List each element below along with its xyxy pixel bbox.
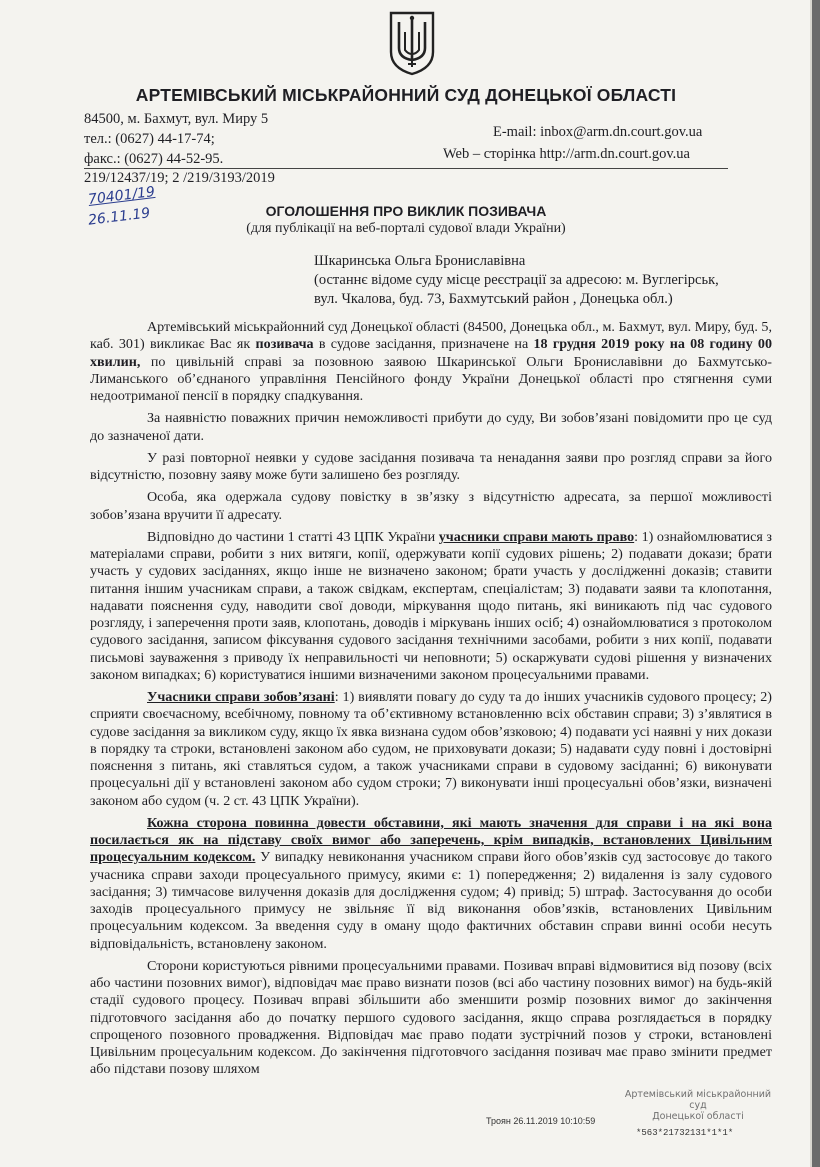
case-numbers: 219/12437/19; 2 /219/3193/2019 <box>84 170 275 186</box>
recipient-address-line1: (останнє відоме суду місце реєстрації за адресою: м. Вуглегірськ, <box>314 272 719 288</box>
paragraph-summons-delivery: Особа, яка одержала судову повістку в зв’язку з відсутністю адресата, за першої можливості зобов’язана вручити її адресату. <box>90 489 772 523</box>
court-email: E-mail: inbox@arm.dn.court.gov.ua <box>493 124 703 140</box>
court-fax: факс.: (0627) 44-52-95. <box>84 151 224 167</box>
paragraph-equal-rights: Сторони користуються рівними процесуальними правами. Позивач вправі відмовитися від позову (всіх або частини позовних вимог), відповідач має право визнати позов (всі або частину позовних вимог) на будь-якій стадії судового процесу. Позивач вправі збільшити або зменшити розмір позовних вимог до закінчення підготовчого засідання або до початку першого судового засідання, якщо справа розглядається в порядку спрощеного позовного провадження. Відповідач має право подати зустрічний позов у строки, встановлені Цивільним процесуальним кодексом. До закінчення підготовчого засідання позивач має право змінити предмет або підстави позову шляхом <box>90 957 772 1078</box>
notice-body <box>90 319 772 1084</box>
recipient-address-line2: вул. Чкалова, буд. 73, Бахмутський район , Донецька обл.) <box>314 291 673 307</box>
header-divider <box>84 168 728 169</box>
stamp-line1: Артемівський міськрайонний суд <box>624 1089 772 1111</box>
paragraph-repeat-absence: У разі повторної неявки у судове засідання позивача та ненадання заяви про розгляд справи за його відсутністю, позовну заяву може бути залишено без розгляду. <box>90 449 772 483</box>
paragraph-participant-duties: Учасники справи зобов’язані: 1) виявляти повагу до суду та до інших учасників судового процесу; 2) сприяти своєчасному, всебічному, повному та об’єктивному встановленню всіх обставин справи; 3) з’являтися в судове засідання за викликом суду, якщо їх явка визнана судом обов’язковою; 4) подавати усі наявні у них докази в порядку та строки, встановлені законом або судом, не приховувати докази; 5) надавати суду повні і достовірні пояснення з питань, які ставляться судом, а також учасниками справи в судовому засіданні; 6) виконувати процесуальні дії у встановлені законом або судом строки; 7) виконувати інші процесуальні обов’язки, визначені законом або судом (ч. 2 ст. 43 ЦПК України). <box>90 689 772 809</box>
court-name: АРТЕМІВСЬКИЙ МІСЬКРАЙОННИЙ СУД ДОНЕЦЬКОЇ ОБЛАСТІ <box>135 85 677 105</box>
stamp-line2: Донецької області <box>652 1111 744 1122</box>
handwritten-date: 26.11.19 <box>87 205 152 229</box>
notice-subtitle: (для публікації на веб-порталі судової влади України) <box>246 221 566 236</box>
handwritten-registration-number: 70401/19 <box>87 183 156 209</box>
court-stamp <box>624 1089 772 1122</box>
coat-of-arms-icon <box>388 10 436 76</box>
footer-user-timestamp: Троян 26.11.2019 10:10:59 <box>486 1116 596 1126</box>
court-website: Web – сторінка http://arm.dn.court.gov.ua <box>443 146 690 162</box>
recipient-name: Шкаринська Ольга Брониславівна <box>314 253 526 269</box>
court-phone: тел.: (0627) 44-17-74; <box>84 131 215 147</box>
paragraph-summons: Артемівський міськрайонний суд Донецької області (84500, Донецька обл., м. Бахмут, вул. Миру, буд. 5, каб. 301) викликає Вас як позивача в судове засідання, призначене на 18 грудня 2019 року на 08 годину 00 хвилин, по цивільній справі за позовною заявою Шкаринської Ольги Брониславівни до Бахмутсько-Лиманського об’єднаного управління Пенсійного фонду України Донецької області про стягнення суми недоотриманої пенсії в порядку спадкування. <box>90 319 772 404</box>
paragraph-participant-rights: Відповідно до частини 1 статті 43 ЦПК України учасники справи мають право: 1) ознайомлюватися з матеріалами справи, робити з них витяги, копії, одержувати копії судових рішень; 2) подавати докази; брати участь у судових засіданнях, якщо інше не визначено законом; брати участь у дослідженні доказів; ставити питання іншим учасникам справи, а також свідкам, експертам, спеціалістам; 3) подавати заяви та клопотання, надавати пояснення суду, наводити свої доводи, міркування щодо питань, які виникають під час судового розгляду, і заперечення проти заяв, клопотань, доводів і міркувань інших осіб; 4) ознайомлюватися з протоколом судового засідання, записом фіксування судового засідання технічними засобами, робити з них копії, подавати письмові зауваження з приводу їх неправильності чи неповноти; 5) оскаржувати судові рішення у визначених законом випадках; 6) користуватися іншими визначеними законом процесуальними правами. <box>90 528 772 683</box>
paragraph-burden-of-proof: Кожна сторона повинна довести обставини, які мають значення для справи і на які вона посилається як на підставу своїх вимог або заперечень, крім випадків, встановлених Цивільним процесуальним кодексом. У випадку невиконання учасником справи його обов’язків суд застосовує до такого учасника справи заходи процесуального примусу, якими є: 1) попередження; 2) видалення із залу судового засідання; 3) тимчасове вилучення доказів для дослідження судом; 4) привід; 5) штраф. Застосування до особи заходів процесуального примусу не звільняє її від виконання обов’язків, встановлених Цивільним процесуальним кодексом. За введення суду в оману щодо фактичних обставин справи винні особи несуть відповідальність, встановлену законом. <box>90 814 772 952</box>
notice-title: ОГОЛОШЕННЯ ПРО ВИКЛИК ПОЗИВАЧА <box>265 203 547 219</box>
court-address: 84500, м. Бахмут, вул. Миру 5 <box>84 111 269 127</box>
paragraph-notify-obligation: За наявністю поважних причин неможливості прибути до суду, Ви зобов’язані повідомити про це суд до зазначеної дати. <box>90 410 772 444</box>
footer-document-code: *563*21732131*1*1* <box>636 1128 734 1138</box>
